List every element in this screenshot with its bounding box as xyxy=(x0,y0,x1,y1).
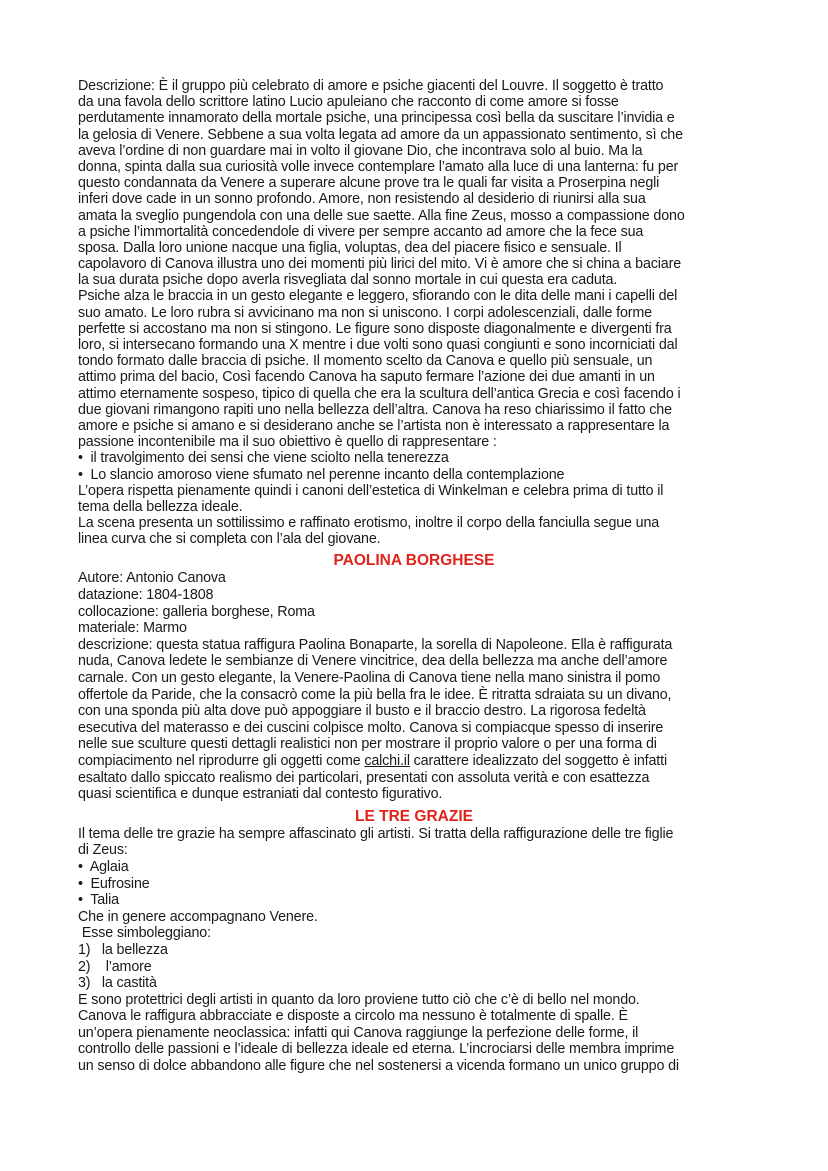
section-heading: PAOLINA BORGHESE xyxy=(333,552,495,570)
text-line: attimo eternamente sospeso, tipico di quella che era la scultura dell’antica Grecia e così facendo i xyxy=(78,385,681,402)
text-line: Psiche alza le braccia in un gesto elegante e leggero, sfiorando con le dita delle mani i capelli del xyxy=(78,288,678,305)
section-heading: LE TRE GRAZIE xyxy=(355,807,473,825)
text-line xyxy=(78,753,778,770)
text-line: attimo prima del bacio, Così facendo Canova ha saputo fermare l’azione dei due amanti in un xyxy=(78,369,655,386)
text-line: perfette si accostano ma non si stingono. Le figure sono disposte diagonalmente e divergenti fra xyxy=(78,320,672,337)
text-line: 2) l’amore xyxy=(78,958,152,975)
text-line: datazione: 1804-1808 xyxy=(78,587,214,604)
amore-psiche-section xyxy=(78,78,778,547)
text-line: controllo delle passioni e l’ideale di bellezza ideale ed eterna. L’incrociarsi delle membra imprime xyxy=(78,1041,675,1058)
text-line: un’opera pienamente neoclassica: infatti qui Canova raggiunge la perfezione delle forme, il xyxy=(78,1024,639,1041)
text-line: • Aglaia xyxy=(78,858,129,875)
text-line: carnale. Con un gesto elegante, la Venere-Paolina di Canova tiene nella mano sinistra il pomo xyxy=(78,670,661,686)
text-line: suo amato. Le loro rubra si avvicinano ma non si uniscono. I corpi adolescenziali, dalle forme xyxy=(78,304,652,321)
text-line: • Lo slancio amoroso viene sfumato nel perenne incanto della contemplazione xyxy=(78,466,565,483)
text-line: nelle sue sculture questi dettagli realistici non per mostrare il proprio valore o per una forma di xyxy=(78,736,657,753)
text-line: la sua durata psiche dopo averla risvegliata dal sonno mortale in cui questa era caduta. xyxy=(78,272,618,289)
text-line: aveva l’ordine di non guardare mai in volto il giovane Dio, che incontrava solo al buio. Ma la xyxy=(78,142,643,159)
text-line: esecutiva del materasso e dei cuscini colpisce molto. Canova si compiacque spesso di inserire xyxy=(78,719,664,736)
text-line: capolavoro di Canova illustra uno dei momenti più lirici del mito. Vi è amore che si china a baciare xyxy=(78,256,681,273)
text-line: loro, si intersecano formando una X mentre i due volti sono quasi congiunti e sono incorniciati dal xyxy=(78,337,678,353)
text-line: a psiche l’immortalità concedendole di vivere per sempre accanto ad amore che la fece sua xyxy=(78,223,644,240)
text-line: 1) la bellezza xyxy=(78,941,168,958)
text-line: Esse simboleggiano: xyxy=(78,925,211,942)
text-line: collocazione: galleria borghese, Roma xyxy=(78,603,315,620)
text-line: inferi dove cade in un sonno profondo. Amore, non resistendo al desiderio di riunirsi alla sua xyxy=(78,191,646,208)
calchi-link[interactable]: calchi.il xyxy=(364,752,410,769)
text-line: Autore: Antonio Canova xyxy=(78,570,226,587)
text-fragment: compiacimento nel riprodurre gli oggetti come xyxy=(78,752,365,769)
text-line: quasi scientifica e dunque estraniati dal contesto figurativo. xyxy=(78,786,443,803)
text-line: L’opera rispetta pienamente quindi i canoni dell’estetica di Winkelman e celebra prima di tutto il xyxy=(78,482,664,499)
text-line: • Eufrosine xyxy=(78,875,150,892)
text-line: nuda, Canova ledete le sembianze di Venere vincitrice, dea della bellezza ma anche dell’amore xyxy=(78,653,668,670)
text-line: 3) la castità xyxy=(78,975,157,992)
text-line: perdutamente innamorato della mortale psiche, una principessa così bella da suscitare l’invidia e xyxy=(78,110,675,127)
text-line: amata la sveglio pungendola con una delle sue saette. Alla fine Zeus, mosso a compassione dono xyxy=(78,207,685,224)
text-line: linea curva che si completa con l’ala del giovane. xyxy=(78,531,381,548)
text-fragment: carattere idealizzato del soggetto è infatti xyxy=(409,752,667,769)
text-line: Canova le raffigura abbracciate e disposte a circolo ma nessuno è totalmente di spalle. È xyxy=(78,1008,628,1025)
text-line: tondo formato dalle braccia di psiche. Il momento scelto da Canova e quello più sensuale, un xyxy=(78,353,653,370)
text-line: materiale: Marmo xyxy=(78,620,187,637)
text-line: con una sponda più alta dove può appoggiare il busto e il braccio destro. La rigorosa fedeltà xyxy=(78,703,646,720)
paolina-borghese-section xyxy=(78,551,778,802)
text-line: due giovani rimangono rapiti uno nella bellezza dell’altra. Canova ha reso chiarissimo il fatto che xyxy=(78,401,672,418)
text-line: amore e psiche si amano e si desiderano anche se l’artista non è interessato a rappresentare la xyxy=(78,417,670,434)
text-line: la gelosia di Venere. Sebbene a sua volta legata ad amore da un appassionato sentimento, sì che xyxy=(78,126,683,143)
tre-grazie-section xyxy=(78,807,778,1075)
text-line: esaltato dallo spiccato realismo dei particolari, presentati con assoluta verità e con esattezza xyxy=(78,769,650,786)
text-line: descrizione: questa statua raffigura Paolina Bonaparte, la sorella di Napoleone. Ella è raffigurata xyxy=(78,636,673,653)
text-line: di Zeus: xyxy=(78,842,128,859)
text-line: Che in genere accompagnano Venere. xyxy=(78,908,318,925)
text-line: • il travolgimento dei sensi che viene sciolto nella tenerezza xyxy=(78,450,449,467)
text-line: offertole da Paride, che la consacrò come la più bella fra le idee. È ritratta sdraiata su un divano, xyxy=(78,686,672,703)
text-line: donna, spinta dalla sua curiosità volle invece contemplare l’amato alla luce di una lanterna: fu per xyxy=(78,158,679,175)
text-line: un senso di dolce abbandono alle figure che nel sostenersi a vicenda formano un unico gruppo di xyxy=(78,1058,679,1075)
text-line: E sono protettrici degli artisti in quanto da loro proviene tutto ciò che c’è di bello nel mondo. xyxy=(78,991,640,1008)
text-line: Il tema delle tre grazie ha sempre affascinato gli artisti. Si tratta della raffigurazione delle tre figlie xyxy=(78,825,674,842)
text-line: passione incontenibile ma il suo obiettivo è quello di rappresentare : xyxy=(78,434,497,451)
text-line: questo condannata da Venere a superare alcune prove tra le quali far visita a Proserpina negli xyxy=(78,175,660,192)
text-line: • Talia xyxy=(78,892,119,909)
text-line: Descrizione: È il gruppo più celebrato di amore e psiche giacenti del Louvre. Il soggetto è tratto xyxy=(78,78,664,94)
text-line: da una favola dello scrittore latino Lucio apuleiano che racconto di come amore si fosse xyxy=(78,94,619,111)
text-line: La scena presenta un sottilissimo e raffinato erotismo, inoltre il corpo della fanciulla segue una xyxy=(78,515,660,532)
text-line: tema della bellezza ideale. xyxy=(78,498,243,515)
document-page xyxy=(78,78,778,1075)
text-line: sposa. Dalla loro unione nacque una figlia, voluptas, dea del piacere fisico e sensuale. Il xyxy=(78,239,622,256)
